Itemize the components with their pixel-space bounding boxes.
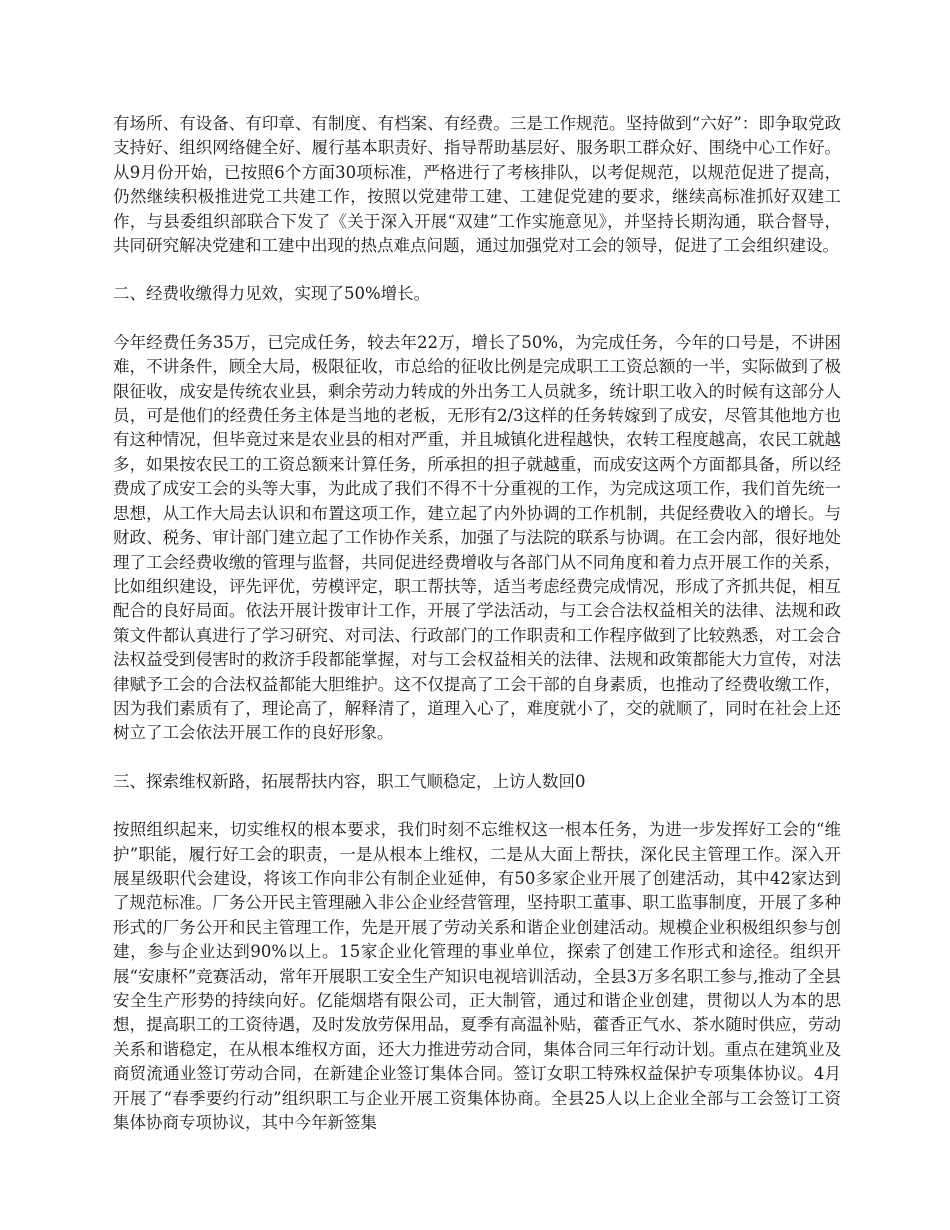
section-heading-funding: 二、经费收缴得力见效，实现了50%增长。 <box>113 284 431 304</box>
paragraph-party-union-building: 有场所、有设备、有印章、有制度、有档案、有经费。三是工作规范。坚持做到“六好”：即争取党政支持好、组织网络健全好、履行基本职责好、指导帮助基层好、服务职工群众好、围绕中心工作好。从9月份开始，已按照6个方面30项标准，严格进行了考核排队，以考促规范，以规范促进了提高，仍然继续积极推进党工共建工作，按照以党建带工建、工建促党建的要求，继续高标准抓好双建工作，与县委组织部联合下发了《关于深入开展“双建”工作实施意见》，并坚持长期沟通，联合督导，共同研究解决党建和工建中出现的热点难点问题，通过加强党对工会的领导，促进了工会组织建设。 <box>113 114 841 256</box>
document-page <box>113 112 841 1159</box>
section-heading-rights: 三、探索维权新路，拓展帮扶内容，职工气顺稳定，上访人数回0 <box>113 771 586 791</box>
paragraph-rights-details: 按照组织起来，切实维权的根本要求，我们时刻不忘维权这一根本任务，为进一步发挥好工会的“维护”职能，履行好工会的职责，一是从根本上维权，二是从大面上帮扶，深化民主管理工作。深入开展星级职代会建设，将该工作向非公有制企业延伸，有50多家企业开展了创建活动，其中42家达到了规范标准。厂务公开民主管理融入非公企业经营管理，坚持职工董事、职工监事制度，开展了多种形式的厂务公开和民主管理工作，先是开展了劳动关系和谐企业创建活动。规模企业积极组织参与创建，参与企业达到90%以上。15家企业化管理的事业单位，探索了创建工作形式和途径。组织开展“安康杯”竞赛活动，常年开展职工安全生产知识电视培训活动，全县3万多名职工参与,推动了全县安全生产形势的持续向好。亿能烟塔有限公司，正大制管，通过和谐企业创建，贯彻以人为本的思想，提高职工的工资待遇，及时发放劳保用品，夏季有高温补贴，藿香正气水、茶水随时供应，劳动关系和谐稳定，在从根本维权方面，还大力推进劳动合同，集体合同三年行动计划。重点在建筑业及商贸流通业签订劳动合同，在新建企业签订集体合同。签订女职工特殊权益保护专项集体协议。4月开展了“春季要约行动”组织职工与企业开展工资集体协商。全县25人以上企业全部与工会签订工资集体协商专项协议，其中今年新签集 <box>113 820 841 1133</box>
paragraph-funding-details: 今年经费任务35万，已完成任务，较去年22万，增长了50%，为完成任务，今年的口号是，不讲困难，不讲条件，顾全大局，极限征收，市总给的征收比例是完成职工工资总额的一半，实际做到了极限征收，成安是传统农业县，剩余劳动力转成的外出务工人员就多，统计职工收入的时候有这部分人员，可是他们的经费任务主体是当地的老板，无形有2/3这样的任务转嫁到了成安，尽管其他地方也有这种情况，但毕竟过来是农业县的相对严重，并且城镇化进程越快，农转工程度越高，农民工就越多，如果按农民工的工资总额来计算任务，所承担的担子就越重，而成安这两个方面都具备，所以经费成了成安工会的头等大事，为此成了我们不得不十分重视的工作，为完成这项工作，我们首先统一思想，从工作大局去认识和布置这项工作，建立起了内外协调的工作机制，共促经费收入的增长。与财政、税务、审计部门建立起了工作协作关系，加强了与法院的联系与协调。在工会内部，很好地处理了工会经费收缴的管理与监督，共同促进经费增收与各部门从不同角度和着力点开展工作的关系，比如组织建设，评先评优，劳模评定，职工帮扶等，适当考虑经费完成情况，形成了齐抓共促，相互配合的良好局面。依法开展计拨审计工作，开展了学法活动，与工会合法权益相关的法律、法规和政策文件都认真进行了学习研究、对司法、行政部门的工作职责和工作程序做到了比较熟悉，对工会合法权益受到侵害时的救济手段都能掌握，对与工会权益相关的法律、法规和政策都能大力宣传，对法律赋予工会的合法权益都能大胆维护。这不仅提高了工会干部的自身素质，也推动了经费收缴工作，因为我们素质有了，理论高了，解释清了，道理入心了，难度就小了，交的就顺了，同时在社会上还树立了工会依法开展工作的良好形象。 <box>113 332 841 743</box>
